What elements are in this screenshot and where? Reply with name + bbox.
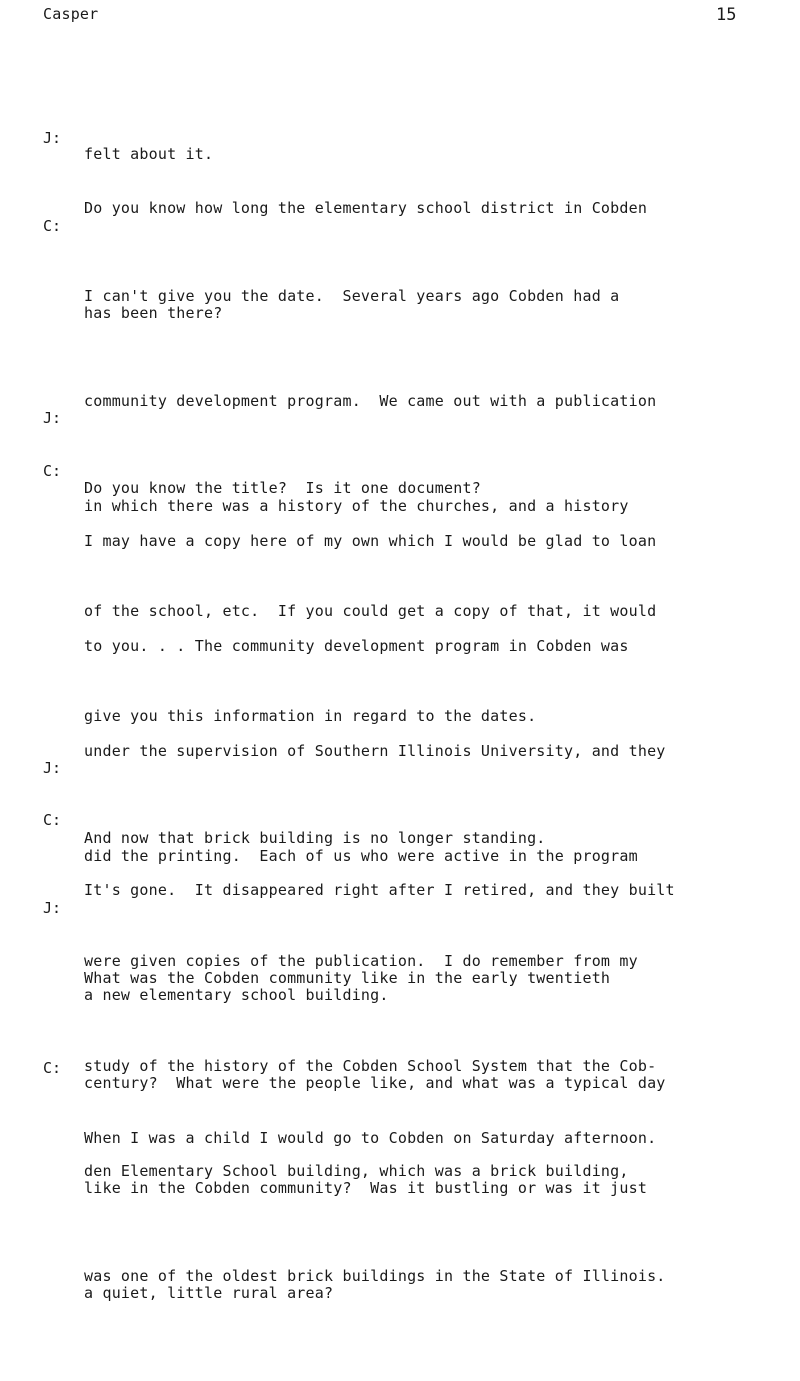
speaker-label: C: xyxy=(43,462,62,480)
speaker-label: J: xyxy=(43,129,62,147)
text-line: a quiet, little rural area? xyxy=(84,1284,334,1302)
text-line: It's gone. It disappeared right after I retired, and they built xyxy=(84,881,675,899)
text-line: under the supervision of Southern Illinois University, and they xyxy=(84,742,666,760)
speaker-label: C: xyxy=(43,217,62,235)
speaker-label: C: xyxy=(43,811,62,829)
text-line: did the printing. Each of us who were active in the program xyxy=(84,847,638,865)
text-line: were given copies of the publication. I do remember from my xyxy=(84,952,638,970)
entry-text xyxy=(84,1051,784,1226)
text-line: was one of the oldest brick buildings in the State of Illinois. xyxy=(84,1267,666,1285)
speaker-label: C: xyxy=(43,1059,62,1077)
text-line: community development program. We came out with a publication xyxy=(84,392,657,410)
text-line: Do you know the title? Is it one document? xyxy=(84,479,481,497)
text-line: study of the history of the Cobden School System that the Cob- xyxy=(84,1057,657,1075)
text-line: And now that brick building is no longer standing. xyxy=(84,829,546,847)
text-line: a new elementary school building. xyxy=(84,986,389,1004)
speaker-label: J: xyxy=(43,409,62,427)
text-line: has been there? xyxy=(84,304,223,322)
text-line: den Elementary School building, which was a brick building, xyxy=(84,1162,629,1180)
text-line: I may have a copy here of my own which I would be glad to loan xyxy=(84,532,657,550)
text-line: Do you know how long the elementary school district in Cobden xyxy=(84,199,648,217)
text-line: give you this information in regard to the dates. xyxy=(84,707,537,725)
text-line: in which there was a history of the churches, and a history xyxy=(84,497,629,515)
text-line: When I was a child I would go to Cobden on Saturday afternoon. xyxy=(84,1129,657,1147)
speaker-label: J: xyxy=(43,759,62,777)
page-number: 15 xyxy=(716,5,737,25)
text-line: like in the Cobden community? Was it bustling or was it just xyxy=(84,1179,648,1197)
text-line: What was the Cobden community like in the early twentieth xyxy=(84,969,611,987)
text-line: of the school, etc. If you could get a copy of that, it would xyxy=(84,602,657,620)
text-line: felt about it. xyxy=(84,145,214,163)
speaker-label: J: xyxy=(43,899,62,917)
text-line: century? What were the people like, and what was a typical day xyxy=(84,1074,666,1092)
text-line: to you. . . The community development program in Cobden was xyxy=(84,637,629,655)
header-name: Casper xyxy=(43,5,99,23)
text-line: I can't give you the date. Several years ago Cobden had a xyxy=(84,287,620,305)
